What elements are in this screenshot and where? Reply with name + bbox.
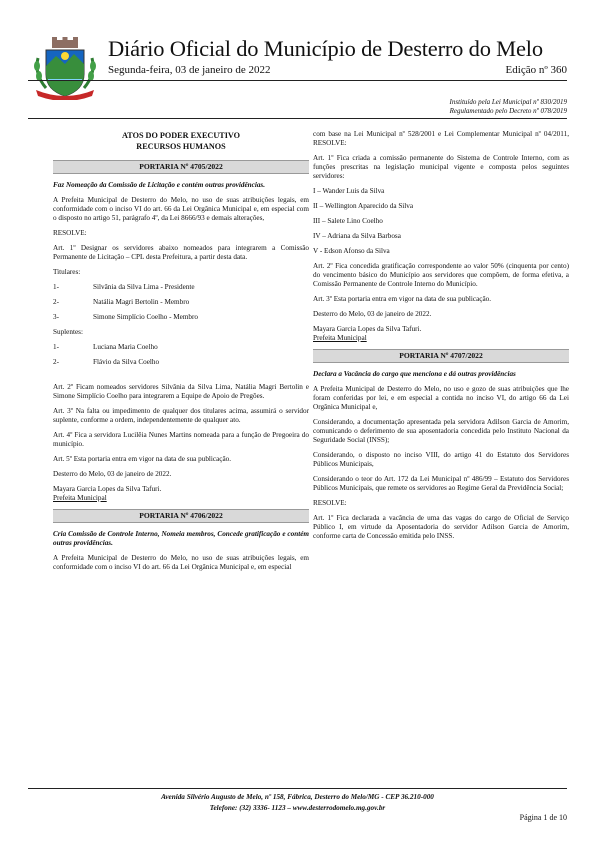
portaria-4705-art2: Art. 2º Ficam nomeados servidores Silvânia da Silva Lima, Natália Magri Bertolin e Simone Simplício Coelho para integrarem a Equipe de Apoio de Pregões. <box>53 383 309 400</box>
portaria-4706-intro-cont: com base na Lei Municipal nº 528/2001 e Lei Complementar Municipal nº 04/2011, RESOLVE: <box>313 130 569 147</box>
portaria-4705-title: PORTARIA Nº 4705/2022 <box>53 160 309 174</box>
portaria-4705-intro: A Prefeita Municipal de Desterro do Melo, no uso de suas atribuições legais, em conformidade com o inciso VI do art. 66 da Lei Orgânica Municipal e, em especial com o disposto no artigo 51, parágrafo 4º, da Lei 8666/93 e demais alterações, <box>53 196 309 222</box>
member-item: V - Edson Afonso da Silva <box>313 247 390 255</box>
portaria-4705-date: Desterro do Melo, 03 de janeiro de 2022. <box>53 470 172 478</box>
list-number: 2- <box>53 298 59 306</box>
portaria-4707-art1: Art. 1º Fica declarada a vacância de uma das vagas do cargo de Oficial de Serviço Público I, em virtude da Aposentadoria do servidor Adilson Garcia de Amorim, conforme carta de Concessão emitida pelo INSS. <box>313 514 569 540</box>
portaria-4705-resolve: RESOLVE: <box>53 229 87 237</box>
header-rule-lower <box>28 118 567 119</box>
portaria-4707-considerando-3: Considerando o teor do Art. 172 da Lei Municipal nº 486/99 – Estatuto dos Servidores Públicos Municipais, que remete os servidores ao Regime Geral da Previdência Social; <box>313 475 569 492</box>
footer-contact: Telefone: (32) 3336- 1123 – www.desterrodomelo.mg.gov.br <box>209 804 386 812</box>
portaria-4705-art3: Art. 3º Na falta ou impedimento de qualquer dos titulares acima, assumirá o servidor suplente, conforme a ordem, independentemente de qualquer ato. <box>53 407 309 424</box>
portaria-4706-art3: Art. 3º Esta portaria entra em vigor na data de sua publicação. <box>313 295 492 303</box>
signature-block <box>313 325 569 343</box>
list-item <box>53 343 309 352</box>
member-item: IV – Adriana da Silva Barbosa <box>313 232 401 240</box>
list-name: Flávio da Silva Coelho <box>93 358 160 366</box>
header-rule <box>28 80 567 81</box>
spacer <box>53 373 309 383</box>
signer-name: Mayara Garcia Lopes da Silva Tafuri. <box>313 325 422 333</box>
signer-name: Mayara Garcia Lopes da Silva Tafuri. <box>53 485 162 493</box>
portaria-4706-art2: Art. 2º Fica concedida gratificação correspondente ao valor 50% (cinquenta por cento) do vencimento básico do Município aos servidores que compõem, de forma efetiva, a Comissão Permanente de Controle Interno do Município. <box>313 262 569 288</box>
list-number: 1- <box>53 343 59 351</box>
section-heading <box>53 130 309 152</box>
regulation-note: Regulamentado pelo Decreto nº 078/2019 <box>449 107 567 115</box>
suplentes-label: Suplentes: <box>53 328 83 336</box>
right-column <box>313 130 569 547</box>
footer-address: Avenida Silvério Augusto de Melo, nº 158, Fábrica, Desterro do Melo/MG - CEP 36.210-000 <box>161 793 434 801</box>
list-item <box>53 358 309 367</box>
edition-number: Edição nº 360 <box>505 64 567 76</box>
list-number: 1- <box>53 283 59 291</box>
portaria-4707-summary: Declara a Vacância do cargo que menciona e dá outras providências <box>313 370 516 378</box>
section-heading-line1: ATOS DO PODER EXECUTIVO <box>121 131 241 140</box>
member-item: III – Salete Lino Coelho <box>313 217 383 225</box>
footer <box>28 792 567 814</box>
left-column <box>53 130 309 578</box>
section-heading-line2: RECURSOS HUMANOS <box>136 142 226 151</box>
portaria-4705-art5: Art. 5º Esta portaria entra em vigor na data de sua publicação. <box>53 455 232 463</box>
municipal-coat-of-arms <box>30 36 100 100</box>
issue-date: Segunda-feira, 03 de janeiro de 2022 <box>108 64 271 76</box>
signer-role: Prefeita Municipal <box>313 334 367 342</box>
member-item: I – Wander Luis da Silva <box>313 187 385 195</box>
footer-rule <box>28 788 567 789</box>
portaria-4706-title: PORTARIA Nº 4706/2022 <box>53 509 309 523</box>
portaria-4706-intro: A Prefeita Municipal de Desterro do Melo, no uso de suas atribuições legais, em conformidade com o inciso VI do art. 66 da Lei Orgânica Municipal e, em especial <box>53 554 309 571</box>
portaria-4707-considerando-2: Considerando, o disposto no inciso VIII, do artigo 41 do Estatuto dos Servidores Públicos Municipais, <box>313 451 569 468</box>
titulares-label: Titulares: <box>53 268 81 276</box>
portaria-4707-considerando-1: Considerando, a documentação apresentada pela servidora Adilson Garcia de Amorim, comunicando o deferimento de sua aposentadoria concedida pelo Instituto Nacional da Seguridade Social (INSS); <box>313 418 569 444</box>
member-item: II – Wellington Aparecido da Silva <box>313 202 414 210</box>
list-item <box>53 313 309 322</box>
list-item <box>53 283 309 292</box>
institution-note: Instituído pela Lei Municipal nº 830/2019 <box>449 98 567 106</box>
list-name: Natália Magri Bertolin - Membro <box>93 298 190 306</box>
list-item <box>53 298 309 307</box>
portaria-4707-intro: A Prefeita Municipal de Desterro do Melo, no uso e gozo de suas atribuições que lhe foram conferidas por lei, e em especial a contida no inciso VI, do artigo 66 da Lei Orgânica Municipal e, <box>313 385 569 411</box>
signature-block <box>53 485 309 503</box>
list-name: Simone Simplício Coelho - Membro <box>93 313 199 321</box>
portaria-4707-title: PORTARIA Nº 4707/2022 <box>313 349 569 363</box>
portaria-4706-summary: Cria Comissão de Controle Interno, Nomeia membros, Concede gratificação e contém outras providências. <box>53 530 309 547</box>
list-number: 3- <box>53 313 59 321</box>
page-number: Página 1 de 10 <box>519 813 567 822</box>
portaria-4705-art1: Art. 1º Designar os servidores abaixo nomeados para integrarem a Comissão Permanente de Licitação – CPL desta Prefeitura, a partir desta data. <box>53 244 309 261</box>
list-name: Luciana Maria Coelho <box>93 343 158 351</box>
portaria-4706-art1: Art. 1º Fica criada a comissão permanente do Sistema de Controle Interno, com as funções prescritas na legislação municipal vigente e composta pelos seguintes servidores: <box>313 154 569 180</box>
portaria-4706-date: Desterro do Melo, 03 de janeiro de 2022. <box>313 310 432 318</box>
newspaper-title: Diário Oficial do Município de Desterro do Melo <box>108 36 543 61</box>
list-number: 2- <box>53 358 59 366</box>
portaria-4705-art4: Art. 4º Fica a servidora Lucilêia Nunes Martins nomeada para a função de Pregoeira do município. <box>53 431 309 448</box>
portaria-4707-resolve: RESOLVE: <box>313 499 347 507</box>
portaria-4705-summary: Faz Nomeação da Comissão de Licitação e contém outras providências. <box>53 181 266 189</box>
list-name: Silvânia da Silva Lima - Presidente <box>93 283 195 291</box>
signer-role: Prefeita Municipal <box>53 494 107 502</box>
